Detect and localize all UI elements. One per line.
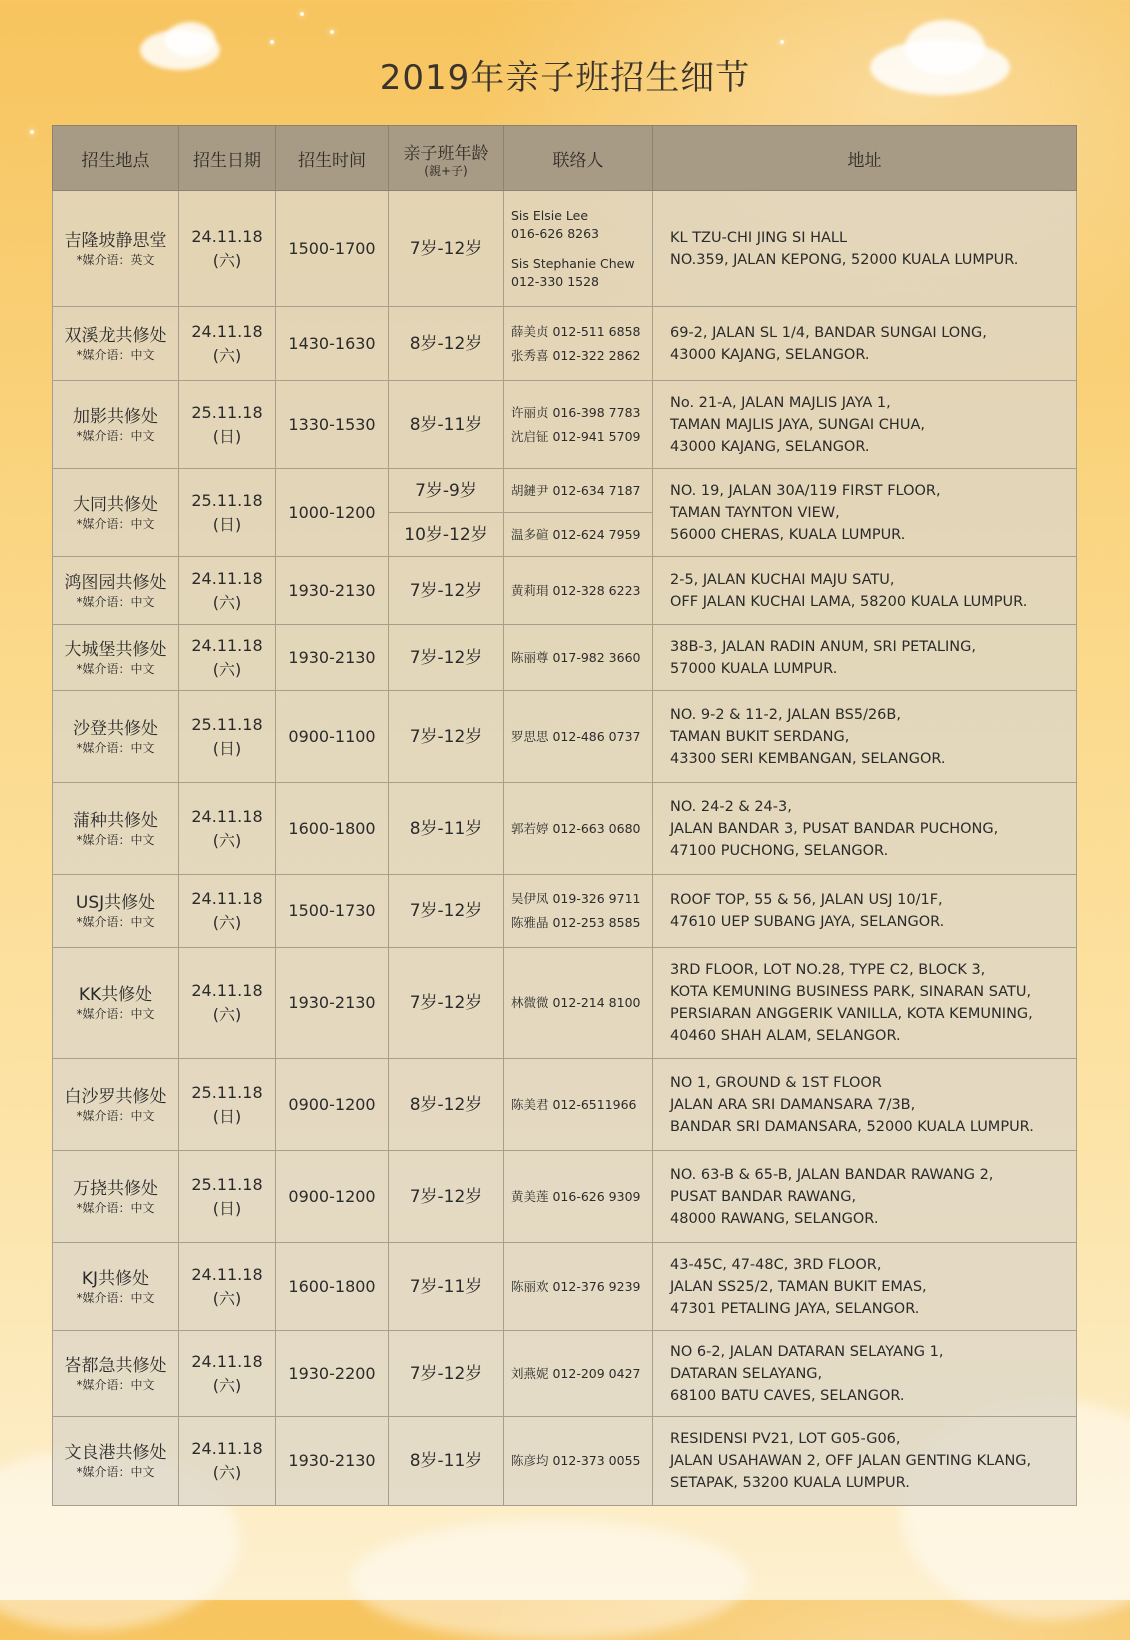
cloud-decoration: [350, 1520, 750, 1640]
weekday-value: (六): [212, 250, 242, 270]
address-line: TAMAN BUKIT SERDANG,: [670, 728, 850, 745]
location-name: 蒲种共修处: [73, 810, 158, 831]
time-cell: 1430-1630: [276, 307, 389, 381]
address-line: 56000 CHERAS, KUALA LUMPUR.: [670, 526, 906, 543]
table-row: [53, 948, 1077, 1059]
location-name: 峇都急共修处: [64, 1355, 167, 1376]
table-row: [53, 625, 1077, 691]
contact-cell: [504, 191, 653, 307]
header-contact: 联络人: [504, 126, 653, 191]
location-cell: [53, 307, 179, 381]
time-cell: 1930-2200: [276, 1331, 389, 1417]
contact-line: 012-330 1528: [511, 273, 600, 289]
date-value: 25.11.18: [191, 1082, 263, 1102]
address-cell: [653, 191, 1077, 307]
location-name: 大同共修处: [73, 494, 158, 515]
location-cell: [53, 1243, 179, 1331]
age-cell: 7岁-9岁: [389, 469, 504, 513]
contact-cell: [504, 783, 653, 875]
table-row: [53, 1151, 1077, 1243]
age-cell: 8岁-11岁: [389, 783, 504, 875]
date-cell: [179, 625, 276, 691]
location-cell: [53, 875, 179, 948]
time-cell: 0900-1100: [276, 691, 389, 783]
address-line: 48000 RAWANG, SELANGOR.: [670, 1210, 879, 1227]
age-cell: 8岁-11岁: [389, 381, 504, 469]
date-value: 24.11.18: [191, 321, 263, 341]
time-cell: 1930-2130: [276, 557, 389, 625]
time-cell: 1500-1700: [276, 191, 389, 307]
location-cell: [53, 625, 179, 691]
contact-line: 罗思思 012-486 0737: [511, 728, 641, 744]
medium-note: *媒介语：中文: [76, 1108, 155, 1123]
contact-line: 016-626 8263: [511, 225, 600, 241]
date-value: 24.11.18: [191, 568, 263, 588]
header-date: 招生日期: [179, 126, 276, 191]
date-cell: [179, 1331, 276, 1417]
address-cell: [653, 783, 1077, 875]
contact-line: 沈启钲 012-941 5709: [511, 428, 641, 444]
star-decoration: [780, 40, 784, 44]
contact-line: 吴伊凤 019-326 9711: [511, 891, 641, 906]
address-line: 40460 SHAH ALAM, SELANGOR.: [670, 1028, 901, 1044]
medium-note: *媒介语：英文: [76, 252, 155, 267]
location-cell: [53, 469, 179, 557]
address-line: 69-2, JALAN SL 1/4, BANDAR SUNGAI LONG,: [670, 324, 987, 341]
header-location: 招生地点: [53, 126, 179, 191]
location-name: 鸿图园共修处: [64, 572, 167, 593]
address-cell: [653, 691, 1077, 783]
enrollment-table: [52, 125, 1077, 1506]
date-cell: [179, 1059, 276, 1151]
contact-line: 黄莉琄 012-328 6223: [511, 582, 641, 598]
address-line: PUSAT BANDAR RAWANG,: [670, 1188, 857, 1205]
contact-line: 林微微 012-214 8100: [511, 995, 641, 1010]
table-row: [53, 1417, 1077, 1506]
address-line: KL TZU-CHI JING SI HALL: [670, 229, 848, 246]
medium-note: *媒介语：中文: [76, 661, 155, 676]
time-cell: 1330-1530: [276, 381, 389, 469]
contact-line: 张秀喜 012-322 2862: [511, 347, 641, 363]
address-line: DATARAN SELAYANG,: [670, 1365, 823, 1382]
address-line: No. 21-A, JALAN MAJLIS JAYA 1,: [670, 394, 891, 411]
age-cell: 7岁-12岁: [389, 191, 504, 307]
contact-cell: [504, 1059, 653, 1151]
age-cell: 8岁-12岁: [389, 1059, 504, 1151]
contact-line: 胡鏈尹 012-634 7187: [511, 482, 641, 498]
weekday-value: (日): [212, 514, 242, 534]
address-line: NO. 63-B & 65-B, JALAN BANDAR RAWANG 2,: [670, 1166, 994, 1183]
address-line: TAMAN TAYNTON VIEW,: [670, 504, 840, 521]
page-title: 2019年亲子班招生细节: [379, 58, 751, 98]
date-value: 24.11.18: [191, 226, 263, 246]
age-cell: 8岁-12岁: [389, 307, 504, 381]
date-value: 24.11.18: [191, 1439, 263, 1458]
contact-cell: [504, 307, 653, 381]
table-row: [53, 307, 1077, 381]
contact-line: 陈彦均 012-373 0055: [511, 1453, 641, 1468]
medium-note: *媒介语：中文: [76, 428, 155, 443]
address-cell: [653, 1243, 1077, 1331]
time-cell: 0900-1200: [276, 1151, 389, 1243]
address-line: ROOF TOP, 55 & 56, JALAN USJ 10/1F,: [670, 892, 943, 908]
location-name: KK共修处: [78, 985, 153, 1005]
address-line: KOTA KEMUNING BUSINESS PARK, SINARAN SATU,: [670, 984, 1032, 1000]
address-line: JALAN SS25/2, TAMAN BUKIT EMAS,: [670, 1278, 927, 1295]
address-cell: [653, 875, 1077, 948]
address-line: JALAN USAHAWAN 2, OFF JALAN GENTING KLANG,: [670, 1453, 1032, 1469]
medium-note: *媒介语：中文: [76, 915, 155, 929]
location-cell: [53, 1417, 179, 1506]
weekday-value: (六): [212, 659, 242, 679]
weekday-value: (日): [212, 426, 242, 446]
contact-cell: [504, 1151, 653, 1243]
age-cell: 7岁-12岁: [389, 691, 504, 783]
time-cell: 1600-1800: [276, 783, 389, 875]
star-decoration: [270, 40, 274, 44]
address-cell: [653, 625, 1077, 691]
location-name: 沙登共修处: [73, 718, 158, 739]
medium-note: *媒介语：中文: [76, 1200, 155, 1215]
age-cell: 7岁-12岁: [389, 1331, 504, 1417]
location-name: 吉隆坡静思堂: [64, 230, 167, 251]
date-cell: [179, 875, 276, 948]
contact-line: Sis Stephanie Chew: [511, 255, 635, 271]
contact-cell: [504, 625, 653, 691]
address-line: 38B-3, JALAN RADIN ANUM, SRI PETALING,: [670, 638, 976, 655]
address-line: TAMAN MAJLIS JAYA, SUNGAI CHUA,: [670, 416, 925, 433]
medium-note: *媒介语：中文: [76, 832, 155, 847]
contact-line: 许丽贞 016-398 7783: [511, 404, 641, 420]
address-line: 68100 BATU CAVES, SELANGOR.: [670, 1387, 905, 1404]
contact-cell: [504, 1417, 653, 1506]
address-line: 2-5, JALAN KUCHAI MAJU SATU,: [670, 571, 895, 588]
date-cell: [179, 1243, 276, 1331]
date-cell: [179, 191, 276, 307]
contact-cell: [504, 1331, 653, 1417]
location-name: 加影共修处: [73, 406, 158, 427]
time-cell: 1930-2130: [276, 625, 389, 691]
address-line: NO. 19, JALAN 30A/119 FIRST FLOOR,: [670, 482, 941, 499]
date-value: 25.11.18: [191, 1174, 263, 1194]
date-value: 24.11.18: [191, 806, 263, 826]
table-row: [53, 691, 1077, 783]
contact-cell: [504, 469, 653, 513]
address-line: JALAN ARA SRI DAMANSARA 7/3B,: [670, 1096, 916, 1113]
address-line: OFF JALAN KUCHAI LAMA, 58200 KUALA LUMPUR.: [670, 593, 1028, 610]
address-line: 43000 KAJANG, SELANGOR.: [670, 346, 870, 363]
address-line: 3RD FLOOR, LOT NO.28, TYPE C2, BLOCK 3,: [670, 962, 986, 978]
medium-note: *媒介语：中文: [76, 1290, 155, 1305]
age-cell: 8岁-11岁: [389, 1417, 504, 1506]
location-cell: [53, 191, 179, 307]
contact-cell: [504, 381, 653, 469]
age-cell: 7岁-12岁: [389, 875, 504, 948]
address-line: NO 1, GROUND & 1ST FLOOR: [670, 1074, 882, 1091]
date-value: 25.11.18: [191, 402, 263, 422]
table-row: [53, 1059, 1077, 1151]
time-cell: 1500-1730: [276, 875, 389, 948]
contact-line: 郭若婷 012-663 0680: [511, 820, 641, 836]
medium-note: *媒介语：中文: [76, 1377, 155, 1392]
location-cell: [53, 1331, 179, 1417]
date-cell: [179, 381, 276, 469]
header-age: [389, 126, 504, 191]
location-name: 万挠共修处: [73, 1178, 158, 1199]
contact-line: Sis Elsie Lee: [511, 207, 589, 223]
address-line: 43300 SERI KEMBANGAN, SELANGOR.: [670, 750, 946, 767]
address-cell: [653, 1151, 1077, 1243]
weekday-value: (六): [212, 1375, 242, 1395]
header-address: 地址: [653, 126, 1077, 191]
address-cell: [653, 557, 1077, 625]
time-cell: 1930-2130: [276, 948, 389, 1059]
location-name: USJ共修处: [75, 893, 156, 913]
location-name: 白沙罗共修处: [64, 1086, 167, 1107]
medium-note: *媒介语：中文: [76, 516, 155, 531]
address-line: BANDAR SRI DAMANSARA, 52000 KUALA LUMPUR.: [670, 1118, 1034, 1135]
table-row: [53, 1331, 1077, 1417]
location-cell: [53, 691, 179, 783]
address-line: JALAN BANDAR 3, PUSAT BANDAR PUCHONG,: [670, 820, 999, 837]
medium-note: *媒介语：中文: [76, 347, 155, 362]
location-cell: [53, 1059, 179, 1151]
time-cell: 1930-2130: [276, 1417, 389, 1506]
date-cell: [179, 1417, 276, 1506]
location-name: KJ共修处: [81, 1268, 150, 1289]
table-row: [53, 1243, 1077, 1331]
date-value: 24.11.18: [191, 1264, 263, 1284]
star-decoration: [300, 12, 304, 16]
table-row: [53, 557, 1077, 625]
location-name: 大城堡共修处: [64, 639, 167, 660]
date-cell: [179, 469, 276, 557]
contact-cell: [504, 875, 653, 948]
contact-cell: [504, 1243, 653, 1331]
location-cell: [53, 783, 179, 875]
location-cell: [53, 557, 179, 625]
address-line: 47301 PETALING JAYA, SELANGOR.: [670, 1300, 920, 1317]
address-line: 43-45C, 47-48C, 3RD FLOOR,: [670, 1256, 882, 1273]
address-cell: [653, 307, 1077, 381]
address-line: 47610 UEP SUBANG JAYA, SELANGOR.: [670, 914, 945, 930]
weekday-value: (日): [212, 1106, 242, 1126]
contact-line: 陈丽尊 017-982 3660: [511, 649, 641, 665]
contact-line: 黄美莲 016-626 9309: [511, 1188, 641, 1204]
table-row: [53, 191, 1077, 307]
date-value: 24.11.18: [191, 1351, 263, 1371]
address-line: SETAPAK, 53200 KUALA LUMPUR.: [670, 1475, 910, 1491]
address-line: 47100 PUCHONG, SELANGOR.: [670, 842, 889, 859]
medium-note: *媒介语：中文: [76, 740, 155, 755]
address-cell: [653, 1059, 1077, 1151]
location-cell: [53, 1151, 179, 1243]
contact-line: 刘燕妮 012-209 0427: [511, 1365, 641, 1381]
address-line: 43000 KAJANG, SELANGOR.: [670, 438, 870, 455]
header-age-label: 亲子班年龄: [403, 143, 489, 164]
age-cell: 7岁-12岁: [389, 557, 504, 625]
address-cell: [653, 948, 1077, 1059]
contact-line: 陈丽欢 012-376 9239: [511, 1278, 641, 1294]
address-line: NO 6-2, JALAN DATARAN SELAYANG 1,: [670, 1343, 944, 1360]
weekday-value: (六): [212, 1005, 242, 1024]
date-cell: [179, 557, 276, 625]
age-cell: 7岁-12岁: [389, 1151, 504, 1243]
contact-cell: [504, 513, 653, 557]
date-cell: [179, 948, 276, 1059]
weekday-value: (六): [212, 913, 242, 932]
location-cell: [53, 381, 179, 469]
age-cell: 10岁-12岁: [389, 513, 504, 557]
medium-note: *媒介语：中文: [76, 594, 155, 609]
medium-note: *媒介语：中文: [76, 1007, 155, 1021]
address-line: NO.359, JALAN KEPONG, 52000 KUALA LUMPUR.: [670, 251, 1019, 268]
weekday-value: (六): [212, 1288, 242, 1308]
star-decoration: [330, 30, 334, 34]
weekday-value: (日): [212, 738, 242, 758]
date-value: 24.11.18: [191, 635, 263, 655]
time-cell: 1600-1800: [276, 1243, 389, 1331]
contact-line: 陈美君 012-6511966: [511, 1096, 637, 1112]
table-row: [53, 381, 1077, 469]
address-line: NO. 9-2 & 11-2, JALAN BS5/26B,: [670, 706, 901, 723]
date-cell: [179, 1151, 276, 1243]
address-cell: [653, 381, 1077, 469]
address-line: 57000 KUALA LUMPUR.: [670, 660, 838, 677]
address-line: NO. 24-2 & 24-3,: [670, 798, 792, 815]
age-cell: 7岁-12岁: [389, 948, 504, 1059]
location-name: 双溪龙共修处: [64, 325, 167, 346]
date-value: 24.11.18: [191, 889, 263, 908]
medium-note: *媒介语：中文: [76, 1465, 155, 1479]
address-cell: [653, 1331, 1077, 1417]
location-cell: [53, 948, 179, 1059]
weekday-value: (六): [212, 830, 242, 850]
location-name: 文良港共修处: [64, 1443, 167, 1463]
address-cell: [653, 1417, 1077, 1506]
table-header-row: [53, 126, 1077, 191]
address-cell: [653, 469, 1077, 557]
contact-cell: [504, 691, 653, 783]
address-line: RESIDENSI PV21, LOT G05-G06,: [670, 1431, 901, 1447]
table-row: [53, 875, 1077, 948]
contact-cell: [504, 948, 653, 1059]
table-row: [53, 783, 1077, 875]
address-line: PERSIARAN ANGGERIK VANILLA, KOTA KEMUNING,: [670, 1006, 1033, 1022]
contact-cell: [504, 557, 653, 625]
age-cell: 7岁-11岁: [389, 1243, 504, 1331]
header-age-sub: (親+子): [424, 163, 468, 178]
table-row: [53, 469, 1077, 513]
age-cell: 7岁-12岁: [389, 625, 504, 691]
time-cell: 0900-1200: [276, 1059, 389, 1151]
date-value: 25.11.18: [191, 490, 263, 510]
date-value: 24.11.18: [191, 981, 263, 1000]
date-cell: [179, 783, 276, 875]
contact-line: 薛美贞 012-511 6858: [511, 323, 641, 339]
weekday-value: (六): [212, 1463, 242, 1482]
date-cell: [179, 691, 276, 783]
weekday-value: (日): [212, 1198, 242, 1218]
weekday-value: (六): [212, 345, 242, 365]
header-time: 招生时间: [276, 126, 389, 191]
date-cell: [179, 307, 276, 381]
contact-line: 温多碹 012-624 7959: [511, 526, 641, 542]
time-cell: 1000-1200: [276, 469, 389, 557]
weekday-value: (六): [212, 592, 242, 612]
date-value: 25.11.18: [191, 714, 263, 734]
contact-line: 陈雅晶 012-253 8585: [511, 915, 641, 930]
star-decoration: [30, 130, 34, 134]
